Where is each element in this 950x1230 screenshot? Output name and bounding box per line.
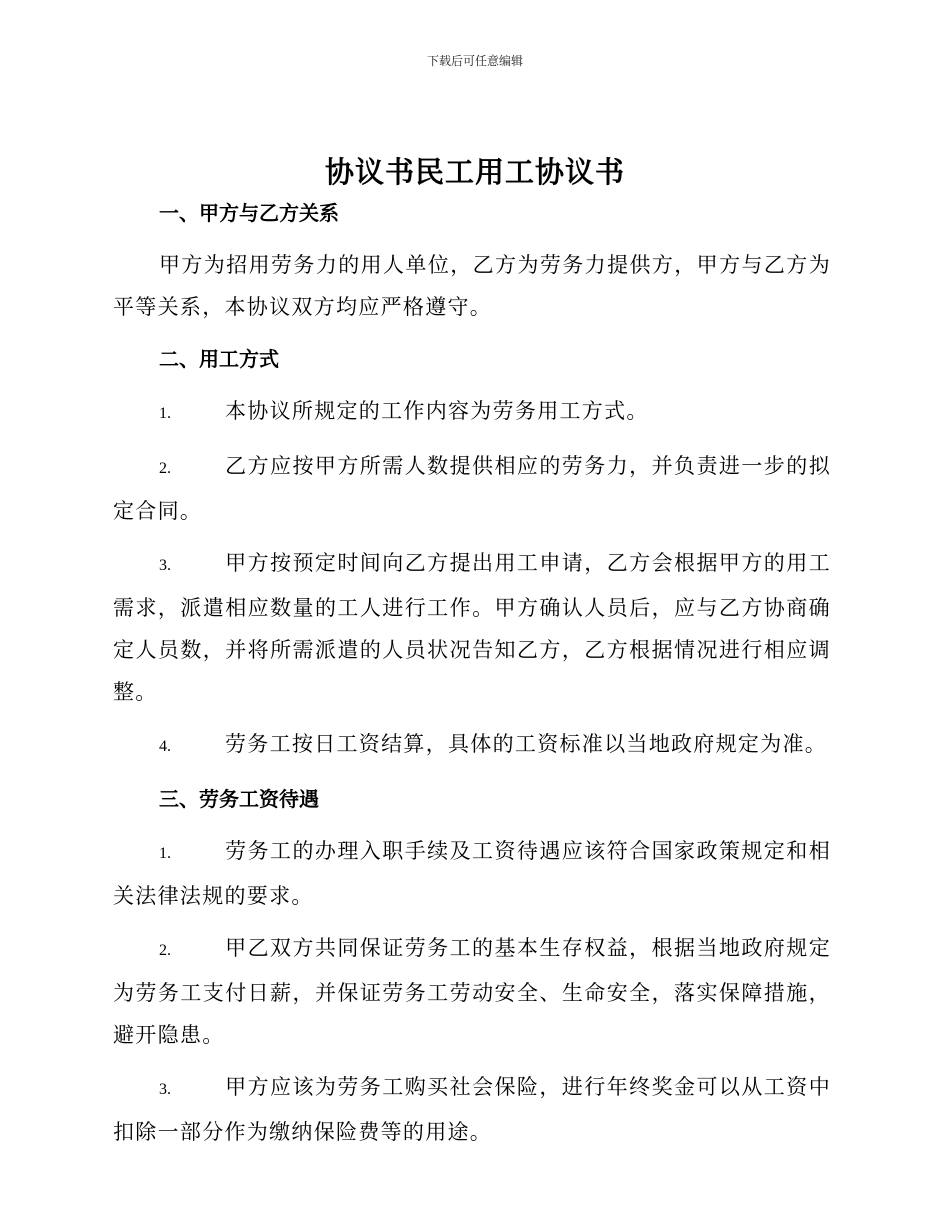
numbered-paragraph [113, 927, 831, 1056]
item-number: 4. [159, 738, 171, 755]
paragraph-text: 乙方应按甲方所需人数提供相应的劳务力，并负责进一步的拟定合同。 [113, 454, 831, 523]
paragraph-text: 劳务工按日工资结算，具体的工资标准以当地政府规定为准。 [225, 732, 828, 756]
paragraph-text: 本协议所规定的工作内容为劳务用工方式。 [225, 399, 649, 423]
paragraph-text: 甲方为招用劳务力的用人单位，乙方为劳务力提供方，甲方与乙方为平等关系，本协议双方均应严格遵守。 [113, 253, 831, 319]
item-number: 1. [159, 845, 171, 862]
paragraph-text: 甲方应该为劳务工购买社会保险，进行年终奖金可以从工资中扣除一部分作为缴纳保险费等的用途。 [113, 1075, 831, 1144]
item-number: 2. [159, 460, 171, 477]
section-heading: 二、用工方式 [159, 347, 279, 371]
numbered-paragraph [113, 542, 831, 713]
document-title: 协议书民工用工协议书 [324, 155, 625, 189]
paragraph-text: 甲乙双方共同保证劳务工的基本生存权益，根据当地政府规定为劳务工支付日薪，并保证劳务工劳动安全、生命安全，落实保障措施，避开隐患。 [113, 936, 831, 1047]
paragraph-text: 劳务工的办理入职手续及工资待遇应该符合国家政策规定和相关法律法规的要求。 [113, 839, 831, 908]
item-number: 2. [159, 942, 171, 959]
numbered-paragraph [113, 830, 831, 917]
document-body [113, 192, 831, 1163]
numbered-paragraph [113, 390, 831, 435]
numbered-paragraph [113, 445, 831, 532]
item-number: 3. [159, 557, 171, 574]
page-header: 下载后可任意编辑 [426, 54, 523, 68]
numbered-paragraph [113, 1066, 831, 1153]
item-number: 3. [159, 1081, 171, 1098]
paragraph [113, 244, 831, 328]
paragraph-text: 甲方按预定时间向乙方提出用工申请，乙方会根据甲方的用工需求，派遣相应数量的工人进行工作。甲方确认人员后，应与乙方协商确定人员数，并将所需派遣的人员状况告知乙方，乙方根据情况进行相应调整。 [113, 551, 831, 704]
numbered-paragraph [113, 723, 831, 768]
section-heading: 三、劳务工资待遇 [159, 787, 319, 811]
section-heading: 一、甲方与乙方关系 [159, 201, 339, 225]
item-number: 1. [159, 405, 171, 422]
